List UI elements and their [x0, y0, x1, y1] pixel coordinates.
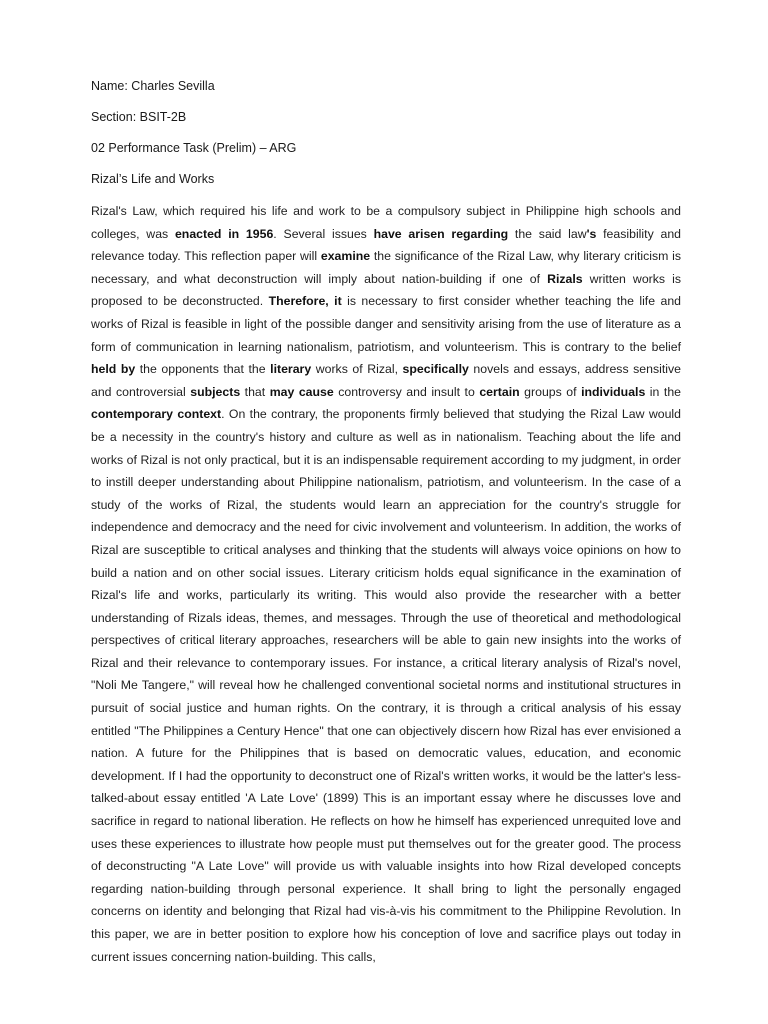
- text-run: that: [240, 384, 270, 399]
- text-run: the opponents that the: [135, 362, 271, 377]
- text-run: novels and essays, address sensitive and controversial: [91, 362, 682, 399]
- text-run: controversy and insult to: [333, 384, 480, 399]
- section-line: Section: BSIT-2B: [91, 110, 187, 124]
- bold-text-run: may cause: [269, 384, 334, 399]
- text-run: in the: [645, 384, 681, 399]
- bold-text-run: contemporary context: [91, 407, 222, 422]
- bold-text-run: Rizals: [547, 271, 583, 286]
- text-run: feasibility and relevance today. This reflection paper will: [91, 226, 682, 264]
- text-run: groups of: [519, 384, 582, 399]
- author-name: Name: Charles Sevilla: [91, 79, 215, 93]
- bold-text-run: Therefore, it: [268, 294, 342, 309]
- bold-text-run: have arisen regarding: [373, 226, 509, 241]
- bold-text-run: examine: [320, 249, 371, 264]
- text-run: works of Rizal,: [311, 362, 403, 377]
- bold-text-run: subjects: [190, 384, 241, 399]
- bold-text-run: individuals: [581, 384, 646, 399]
- text-run: the said law: [508, 226, 587, 241]
- text-run: Rizal's Law, which required his life and work to be a compulsory subject in Philippine high schools and colleges, was: [91, 204, 681, 241]
- body-paragraph: [91, 200, 681, 968]
- document-title: Rizal’s Life and Works: [91, 172, 215, 186]
- bold-text-run: literary: [270, 362, 312, 377]
- text-run: . Several issues: [273, 226, 374, 241]
- bold-text-run: certain: [479, 384, 520, 399]
- bold-text-run: 's: [586, 226, 597, 241]
- bold-text-run: enacted in 1956: [174, 226, 274, 241]
- bold-text-run: held by: [91, 362, 136, 377]
- text-run: written works is proposed to be deconstructed.: [91, 271, 681, 309]
- task-line: 02 Performance Task (Prelim) – ARG: [91, 141, 297, 155]
- text-run: the significance of the Rizal Law, why literary criticism is necessary, and what deconstruction will imply about nation-building if one of: [91, 249, 682, 286]
- text-run: is necessary to first consider whether teaching the life and works of Rizal is feasible in light of the possible danger and sensitivity arising from the use of literature as a form of communication in learning nationalism, patriotism, and volunteerism. This is contrary to the belief: [91, 294, 681, 354]
- bold-text-run: specifically: [402, 362, 469, 377]
- text-run: . On the contrary, the proponents firmly believed that studying the Rizal Law would be a necessity in the country's history and culture as well as in nationalism. Teaching about the life and works of Rizal is not only practical, but it is an indispensable requirement according to my judgment, in order to instill deeper understanding about Philippine nationalism, patriotism, and volunteerism. In the case of a study of the works of Rizal, the students would learn an appreciation for the country's struggle for independence and democracy and the need for civic involvement and volunteerism. In addition, the works of Rizal are susceptible to critical analyses and thinking that the students will always voice opinions on how to build a nation and on other social issues. Literary criticism holds equal significance in the examination of Rizal's life and works, particularly its writing. This would also provide the researcher with a better understanding of Rizals ideas, themes, and messages. Through the use of theoretical and methodological perspectives of critical literary approaches, researchers will be able to gain new insights into the works of Rizal and their relevance to contemporary issues. For instance, a critical literary analysis of Rizal's novel, "Noli Me Tangere," will reveal how he challenged conventional societal norms and institutional structures in pursuit of social justice and human rights. On the contrary, it is through a critical analysis of his essay entitled "The Philippines a Century Hence" that one can objectively discern how Rizal has ever envisioned a nation. A future for the Philippines that is based on democratic values, education, and economic development. If I had the opportunity to deconstruct one of Rizal's written works, it would be the latter's less-talked-about essay entitled 'A Late Love' (1899) This is an important essay where he discusses love and sacrifice in regard to national liberation. He reflects on how he himself has experienced unrequited love and uses these experiences to illustrate how people must put themselves out for the greater good. The process of deconstructing "A Late Love" will provide us with valuable insights into how Rizal developed concepts regarding nation-building through personal experience. It shall bring to light the personally engaged concerns on identity and belonging that Rizal had vis-à-vis his commitment to the Philippine Revolution. In this paper, we are in better position to explore how his conception of love and sacrifice plays out today in current issues concerning nation-building. This calls,: [91, 407, 681, 964]
